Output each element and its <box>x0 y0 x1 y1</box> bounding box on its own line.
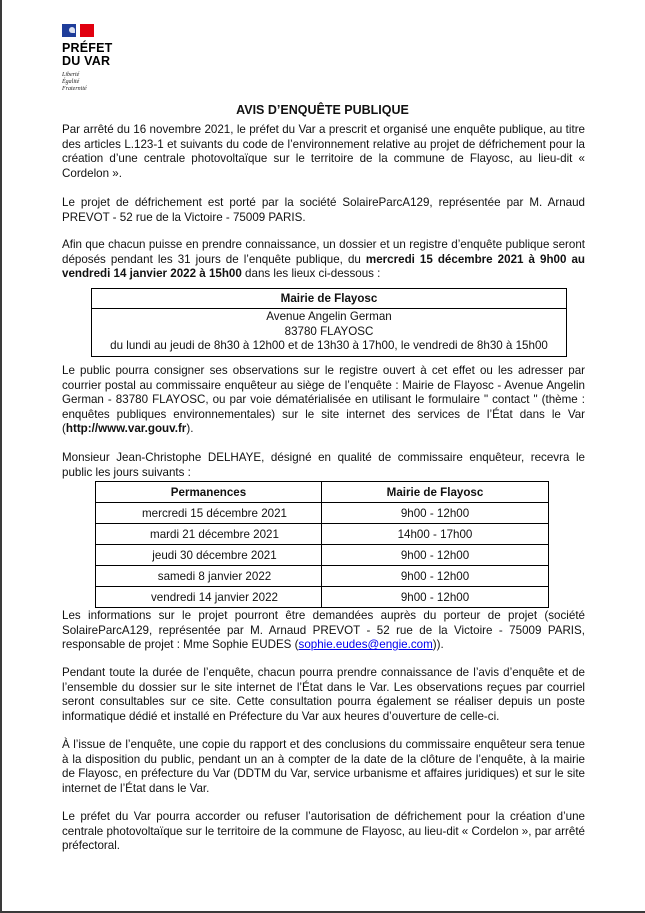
marianne-flag-icon <box>62 24 94 37</box>
prefet-du-var-logo <box>62 24 113 93</box>
table-row: mercredi 15 décembre 2021 9h00 - 12h00 <box>96 503 549 524</box>
page-title: AVIS D’ENQUÊTE PUBLIQUE <box>236 103 409 117</box>
location-details: Avenue Angelin German 83780 FLAYOSC du lundi au jeudi de 8h30 à 12h00 et de 13h30 à 17h00, le vendredi de 8h30 à 15h00 <box>92 309 567 357</box>
paragraph-porteur: Le projet de défrichement est porté par la société SolaireParcA129, représentée par M. Arnaud PREVOT - 52 rue de la Victoire - 75009 PARIS. <box>62 196 585 224</box>
paragraph-arrete: Par arrêté du 16 novembre 2021, le préfet du Var a prescrit et organisé une enquête publique, au titre des articles L.123-1 et suivants du code de l’environnement relative au projet de défrichement pour la création d’une centrale photovoltaïque sur le territoire de la commune de Flayosc, au lieu-dit « Cordelon ». <box>62 123 585 180</box>
paragraph-consultation: Pendant toute la durée de l’enquête, chacun pourra prendre connaissance de l’avis d’enquête et de l’ensemble du dossier sur le site internet de l’État dans le Var. Les observations reçues par courriel seront consultables sur ce site. Cette consultation pourra également se réaliser depuis un poste informatique dédié et installé en Préfecture du Var aux heures d’ouverture de celle-ci. <box>62 666 585 723</box>
column-header-permanences: Permanences <box>96 482 322 503</box>
paragraph-depot: Afin que chacun puisse en prendre connaissance, un dossier et un registre d’enquête publique seront déposés pendant les 31 jours de l’enquête publique, du mercredi 15 décembre 2021 à 9h00 au vendredi 14 janvier 2022 à 15h00 dans les lieux ci-dessous : <box>62 238 585 281</box>
table-row: samedi 8 janvier 2022 9h00 - 12h00 <box>96 566 549 587</box>
paragraph-observations: Le public pourra consigner ses observations sur le registre ouvert à cet effet ou les adresser par courrier postal au commissaire enquêteur au siège de l’enquête : Mairie de Flayosc - Avenue Angelin German - 83780 FLAYOSC, ou par voie dématérialisée en utilisant le formulaire " contact " (thème : enquêtes publiques environnementales) sur le site internet des services de l’État dans le Var (http://www.var.gouv.fr). <box>62 364 585 436</box>
paragraph-informations: Les informations sur le projet pourront être demandées auprès du porteur de projet (société SolaireParcA129, représentée par M. Arnaud PREVOT - 52 rue de la Victoire - 75009 PARIS, responsable de projet : Mme Sophie EUDES (sophie.eudes@engie.com)). <box>62 609 585 652</box>
page-edge-left <box>0 0 2 913</box>
logo-title: PRÉFET DU VAR <box>62 41 113 68</box>
enquete-dates: mercredi 15 décembre 2021 à 9h00 au vendredi 14 janvier 2022 à 15h00 <box>62 252 585 281</box>
table-row: jeudi 30 décembre 2021 9h00 - 12h00 <box>96 545 549 566</box>
paragraph-rapport: À l’issue de l’enquête, une copie du rapport et des conclusions du commissaire enquêteur sera tenue à la disposition du public, pendant un an à compter de la date de la clôture de l’enquête, à la mairie de Flayosc, en préfecture du Var (DDTM du Var, service urbanisme et affaires juridiques) et sur le site internet de l’État dans le Var. <box>62 738 585 795</box>
paragraph-decision: Le préfet du Var pourra accorder ou refuser l’autorisation de défrichement pour la création d’une centrale photovoltaïque sur le territoire de la commune de Flayosc, au lieu-dit « Cordelon », par arrêté préfectoral. <box>62 810 585 853</box>
email-link[interactable]: sophie.eudes@engie.com <box>298 638 433 652</box>
website-link[interactable]: http://www.var.gouv.fr <box>65 422 187 436</box>
table-row: vendredi 14 janvier 2022 9h00 - 12h00 <box>96 587 549 608</box>
permanences-table <box>95 481 549 608</box>
location-table <box>91 288 567 357</box>
paragraph-commissaire: Monsieur Jean-Christophe DELHAYE, désigné en qualité de commissaire enquêteur, recevra le public les jours suivants : <box>62 451 585 479</box>
location-header: Mairie de Flayosc <box>92 289 567 309</box>
logo-motto: Liberté Égalité Fraternité <box>62 72 87 92</box>
column-header-mairie: Mairie de Flayosc <box>322 482 549 503</box>
table-row: mardi 21 décembre 2021 14h00 - 17h00 <box>96 524 549 545</box>
